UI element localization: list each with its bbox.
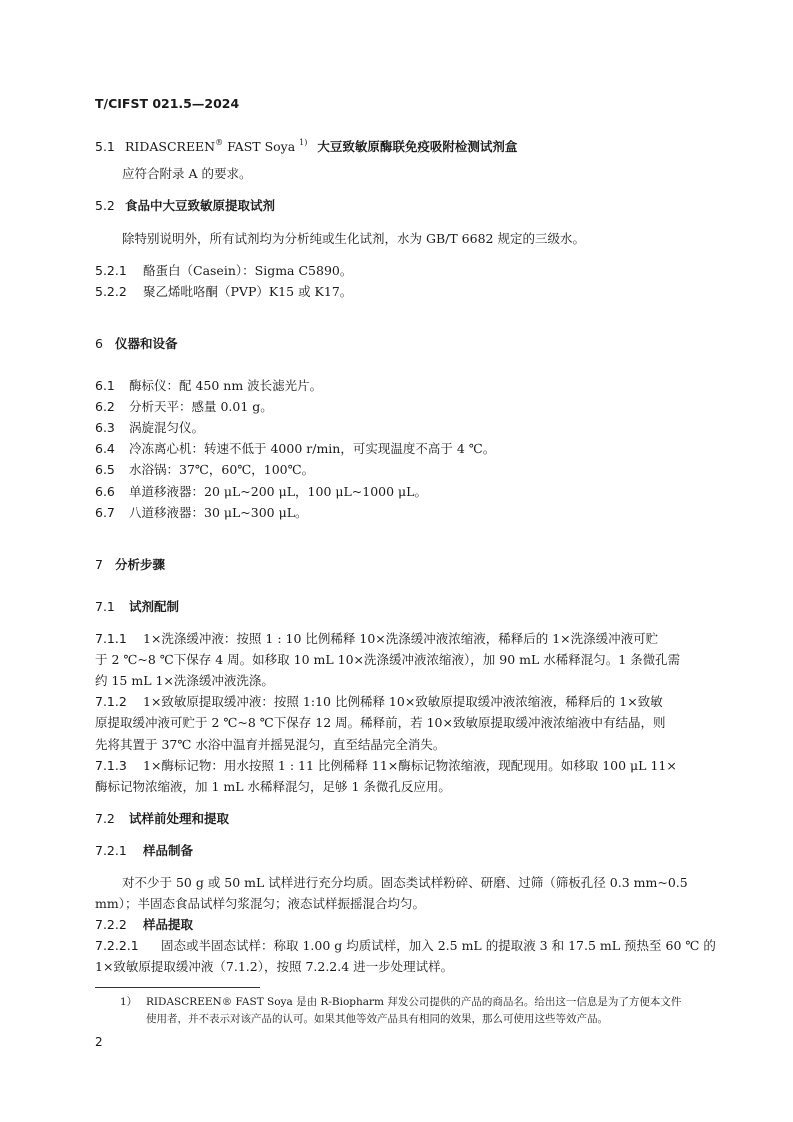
chapter-number: 7 <box>95 557 103 572</box>
clause-6-1 <box>95 378 322 394</box>
clause-number: 7.2.2.1 <box>95 938 139 953</box>
clause-7-1-2 <box>95 694 663 710</box>
clause-number: 7.2.2 <box>95 917 127 932</box>
section-number: 7.2 <box>95 811 115 826</box>
clause-text-line: 酶标记物浓缩液，加 1 mL 水稀释混匀，足够 1 条微孔反应用。 <box>95 779 451 794</box>
section-7-2-heading <box>95 811 229 827</box>
clause-text-line: 原提取缓冲液可贮于 2 ℃~8 ℃下保存 12 周。稀释前，若 10×致敏原提取缓冲液浓缩液中有结晶，则 <box>95 715 666 730</box>
clause-6-7 <box>95 505 308 521</box>
section-7-1-heading <box>95 599 179 615</box>
clause-number: 7.2.1 <box>95 843 127 858</box>
clause-text-line: 1×致敏原提取缓冲液：按照 1:10 比例稀释 10×致敏原提取缓冲液浓缩液，稀释后的 1×致敏 <box>143 694 663 709</box>
clause-text-line: 1×酶标记物：用水按照 1 : 11 比例稀释 11×酶标记物浓缩液，现配现用。如移取 100 μL 11× <box>143 758 677 773</box>
chapter-number: 6 <box>95 336 103 351</box>
clause-5-2-1 <box>95 263 352 279</box>
section-title: 大豆致敏原酶联免疫吸附检测试剂盒 <box>317 139 518 154</box>
clause-6-5 <box>95 462 314 478</box>
clause-text: 水浴锅：37℃，60℃，100℃。 <box>129 462 315 477</box>
clause-number: 7.1.2 <box>95 694 127 709</box>
clause-text-line: 对不少于 50 g 或 50 mL 试样进行充分均质。固态类试样粉碎、研磨、过筛（筛板孔径 0.3 mm~0.5 <box>122 875 688 890</box>
clause-number: 5.2.2 <box>95 284 127 299</box>
clause-number: 6.6 <box>95 484 115 499</box>
document-code: T/CIFST 021.5—2024 <box>95 96 240 111</box>
clause-text: 涡旋混匀仪。 <box>129 420 205 435</box>
clause-text-line: 1×致敏原提取缓冲液（7.1.2），按照 7.2.2.4 进一步处理试样。 <box>95 959 454 974</box>
registered-mark: ® <box>215 138 224 147</box>
clause-number: 7.1.1 <box>95 631 127 646</box>
chapter-7-heading <box>95 557 165 573</box>
clause-number: 6.1 <box>95 378 115 393</box>
clause-7-1-3 <box>95 758 677 774</box>
chapter-6-heading <box>95 336 178 352</box>
section-5-2-body: 除特别说明外，所有试剂均为分析纯或生化试剂，水为 GB/T 6682 规定的三级水。 <box>122 231 585 246</box>
section-title: 试样前处理和提取 <box>129 811 230 826</box>
section-number: 5.1 <box>95 139 115 154</box>
clause-text-line: mm）；半固态食品试样匀浆混匀；液态试样振摇混合均匀。 <box>95 896 425 911</box>
product-name: RIDASCREEN <box>125 139 216 154</box>
clause-text-line: 1×洗涤缓冲液：按照 1 : 10 比例稀释 10×洗涤缓冲液浓缩液，稀释后的 1×洗涤缓冲液可贮 <box>143 631 659 646</box>
clause-text-line: 于 2 ℃~8 ℃下保存 4 周。如移取 10 mL 10×洗涤缓冲液浓缩液），加 90 mL 水稀释混匀。1 条微孔需 <box>95 652 681 667</box>
clause-title: 样品提取 <box>143 917 194 932</box>
clause-5-2-2 <box>95 284 352 300</box>
clause-6-2 <box>95 399 273 415</box>
clause-6-3 <box>95 420 204 436</box>
clause-text-line: 约 15 mL 1×洗涤缓冲液洗涤。 <box>95 673 274 688</box>
clause-text-line: 固态或半固态试样：称取 1.00 g 均质试样，加入 2.5 mL 的提取液 3 和 17.5 mL 预热至 60 ℃ 的 <box>161 938 716 953</box>
clause-number: 6.5 <box>95 462 115 477</box>
clause-number: 6.3 <box>95 420 115 435</box>
clause-text-line: 先将其置于 37℃ 水浴中温育并摇晃混匀，直至结晶完全消失。 <box>95 737 446 752</box>
page-number: 2 <box>95 1035 103 1049</box>
section-title: 食品中大豆致敏原提取试剂 <box>125 198 276 213</box>
clause-number: 7.1.3 <box>95 758 127 773</box>
section-number: 7.1 <box>95 599 115 614</box>
section-5-1-body: 应符合附录 A 的要求。 <box>122 166 252 181</box>
product-name-suffix: FAST Soya <box>223 139 300 154</box>
clause-7-2-2-1 <box>95 938 716 954</box>
chapter-title: 仪器和设备 <box>115 336 178 351</box>
section-5-1-heading <box>95 135 517 155</box>
clause-title: 样品制备 <box>143 843 194 858</box>
chapter-title: 分析步骤 <box>115 557 166 572</box>
footnote-text-line: 使用者，并不表示对该产品的认可。如果其他等效产品具有相同的效果，那么可使用这些等效产品。 <box>146 1013 608 1025</box>
footnote-reference: 1) <box>299 138 308 147</box>
footnote-text-line: RIDASCREEN® FAST Soya 是由 R-Biopharm 拜发公司提供的产品的商品名。给出这一信息是为了方便本文件 <box>146 996 682 1008</box>
section-number: 5.2 <box>95 198 115 213</box>
clause-7-2-1-heading <box>95 843 193 859</box>
clause-text: 分析天平：感量 0.01 g。 <box>129 399 273 414</box>
clause-7-2-2-heading <box>95 917 193 933</box>
clause-number: 5.2.1 <box>95 263 127 278</box>
clause-6-4 <box>95 441 495 457</box>
clause-6-6 <box>95 484 427 500</box>
footnote-marker: 1） <box>120 996 138 1008</box>
clause-text: 酪蛋白（Casein）：Sigma C5890。 <box>143 263 353 278</box>
clause-number: 6.4 <box>95 441 115 456</box>
clause-number: 6.7 <box>95 505 115 520</box>
clause-text: 冷冻离心机：转速不低于 4000 r/min，可实现温度不高于 4 ℃。 <box>129 441 496 456</box>
clause-number: 6.2 <box>95 399 115 414</box>
clause-text: 八道移液器：30 μL~300 μL。 <box>129 505 308 520</box>
clause-text: 酶标仪：配 450 nm 波长滤光片。 <box>129 378 323 393</box>
clause-text: 聚乙烯吡咯酮（PVP）K15 或 K17。 <box>143 284 353 299</box>
footnote-rule <box>95 987 260 988</box>
clause-text: 单道移液器：20 μL~200 μL，100 μL~1000 μL。 <box>129 484 427 499</box>
section-5-2-heading <box>95 198 275 214</box>
clause-7-1-1 <box>95 631 658 647</box>
section-title: 试剂配制 <box>129 599 180 614</box>
